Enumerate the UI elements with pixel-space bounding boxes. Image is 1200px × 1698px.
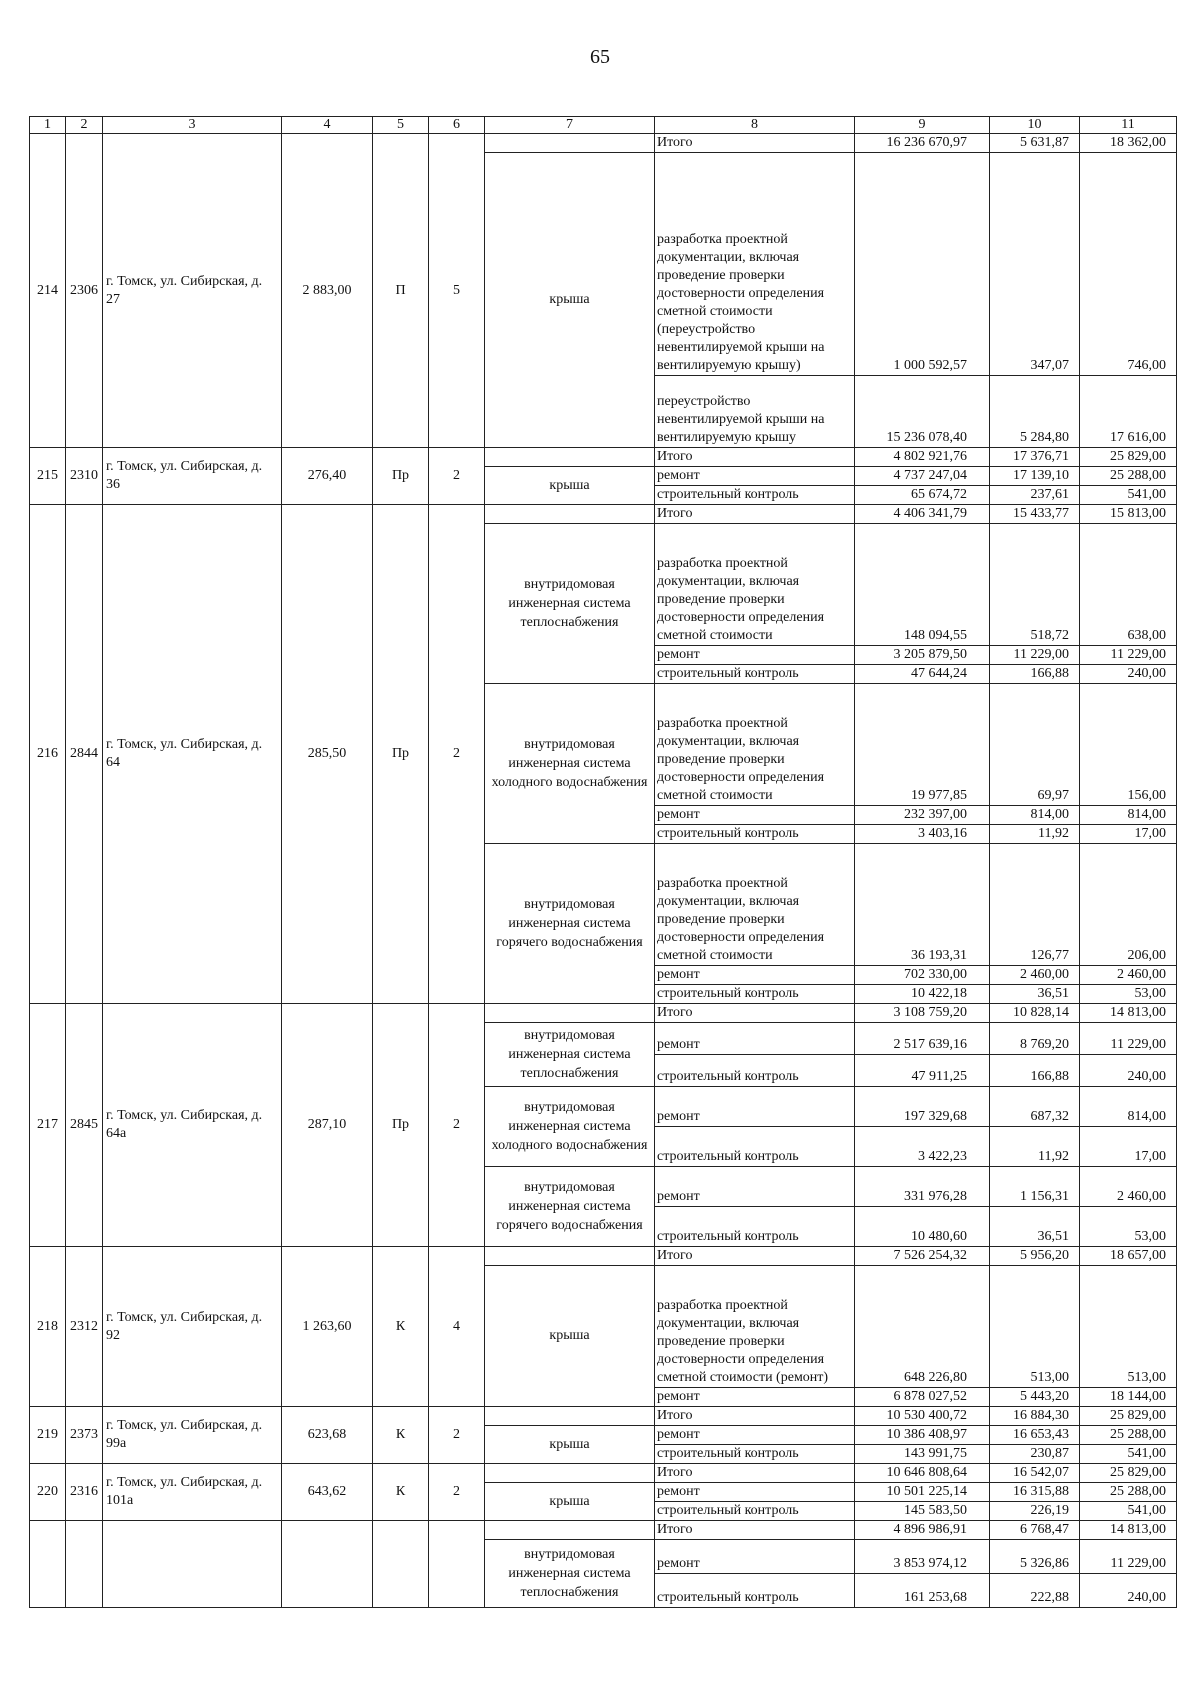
address: г. Томск, ул. Сибирская, д. 36 <box>103 448 282 505</box>
floors: 5 <box>429 134 485 448</box>
work-type: строительный контроль <box>655 1574 855 1608</box>
system-name: крыша <box>485 467 655 505</box>
cost-limit: 25 288,00 <box>1080 1483 1177 1502</box>
work-type: ремонт <box>655 1023 855 1055</box>
wall-type: Пр <box>373 1004 429 1247</box>
cost-limit: 2 460,00 <box>1080 966 1177 985</box>
cost-limit: 18 657,00 <box>1080 1247 1177 1266</box>
area: 285,50 <box>282 505 373 1004</box>
cost-limit: 814,00 <box>1080 1087 1177 1127</box>
cost-per-sqm: 230,87 <box>990 1445 1080 1464</box>
empty-cell <box>429 1521 485 1608</box>
cost-total: 1 000 592,57 <box>855 153 990 376</box>
cost-limit: 2 460,00 <box>1080 1167 1177 1207</box>
cost-total: 3 205 879,50 <box>855 646 990 665</box>
cost-per-sqm: 5 631,87 <box>990 134 1080 153</box>
cost-per-sqm: 226,19 <box>990 1502 1080 1521</box>
area: 643,62 <box>282 1464 373 1521</box>
system-name: внутридомовая инженерная система горячего водоснабжения <box>485 844 655 1004</box>
col-header: 6 <box>429 117 485 134</box>
cost-total: 4 802 921,76 <box>855 448 990 467</box>
row-number: 216 <box>30 505 66 1004</box>
house-code: 2306 <box>66 134 103 448</box>
col-header: 5 <box>373 117 429 134</box>
system-name: крыша <box>485 1426 655 1464</box>
cost-limit: 14 813,00 <box>1080 1004 1177 1023</box>
cost-total: 2 517 639,16 <box>855 1023 990 1055</box>
work-type: строительный контроль <box>655 665 855 684</box>
cost-total: 4 737 247,04 <box>855 467 990 486</box>
area: 287,10 <box>282 1004 373 1247</box>
area: 2 883,00 <box>282 134 373 448</box>
system-name: внутридомовая инженерная система теплоснабжения <box>485 1540 655 1608</box>
system-name: крыша <box>485 1266 655 1407</box>
empty-cell <box>485 1407 655 1426</box>
cost-per-sqm: 2 460,00 <box>990 966 1080 985</box>
col-header: 4 <box>282 117 373 134</box>
cost-limit: 746,00 <box>1080 153 1177 376</box>
work-type: разработка проектной документации, включая проведение проверки достоверности определения сметной стоимости <box>655 844 855 966</box>
header-row <box>30 117 1177 134</box>
address: г. Томск, ул. Сибирская, д. 27 <box>103 134 282 448</box>
cost-per-sqm: 814,00 <box>990 806 1080 825</box>
cost-total: 648 226,80 <box>855 1266 990 1388</box>
work-type: строительный контроль <box>655 1502 855 1521</box>
work-type: строительный контроль <box>655 825 855 844</box>
cost-per-sqm: 17 376,71 <box>990 448 1080 467</box>
cost-total: 145 583,50 <box>855 1502 990 1521</box>
cost-limit: 53,00 <box>1080 1207 1177 1247</box>
cost-per-sqm: 237,61 <box>990 486 1080 505</box>
col-header: 11 <box>1080 117 1177 134</box>
cost-per-sqm: 222,88 <box>990 1574 1080 1608</box>
cost-total: 197 329,68 <box>855 1087 990 1127</box>
system-name: внутридомовая инженерная система холодного водоснабжения <box>485 684 655 844</box>
cost-total: 143 991,75 <box>855 1445 990 1464</box>
cost-limit: 25 288,00 <box>1080 467 1177 486</box>
cost-per-sqm: 10 828,14 <box>990 1004 1080 1023</box>
area: 623,68 <box>282 1407 373 1464</box>
cost-limit: 17,00 <box>1080 825 1177 844</box>
work-type: Итого <box>655 1004 855 1023</box>
cost-per-sqm: 5 443,20 <box>990 1388 1080 1407</box>
cost-limit: 25 829,00 <box>1080 448 1177 467</box>
cost-limit: 541,00 <box>1080 1445 1177 1464</box>
col-header: 8 <box>655 117 855 134</box>
cost-limit: 11 229,00 <box>1080 1023 1177 1055</box>
floors: 4 <box>429 1247 485 1407</box>
cost-total: 161 253,68 <box>855 1574 990 1608</box>
cost-per-sqm: 15 433,77 <box>990 505 1080 524</box>
cost-total: 10 422,18 <box>855 985 990 1004</box>
cost-per-sqm: 36,51 <box>990 985 1080 1004</box>
work-type: строительный контроль <box>655 1445 855 1464</box>
cost-total: 232 397,00 <box>855 806 990 825</box>
row-number: 220 <box>30 1464 66 1521</box>
cost-total: 16 236 670,97 <box>855 134 990 153</box>
cost-per-sqm: 11,92 <box>990 825 1080 844</box>
row-number: 217 <box>30 1004 66 1247</box>
col-header: 7 <box>485 117 655 134</box>
cost-total: 702 330,00 <box>855 966 990 985</box>
cost-total: 148 094,55 <box>855 524 990 646</box>
cost-per-sqm: 16 315,88 <box>990 1483 1080 1502</box>
cost-limit: 206,00 <box>1080 844 1177 966</box>
work-type: Итого <box>655 505 855 524</box>
system-name: внутридомовая инженерная система теплоснабжения <box>485 524 655 684</box>
house-code: 2845 <box>66 1004 103 1247</box>
row-number: 218 <box>30 1247 66 1407</box>
system-name: внутридомовая инженерная система теплоснабжения <box>485 1023 655 1087</box>
empty-cell <box>66 1521 103 1608</box>
work-type: ремонт <box>655 646 855 665</box>
work-type: строительный контроль <box>655 985 855 1004</box>
work-type: ремонт <box>655 966 855 985</box>
floors: 2 <box>429 505 485 1004</box>
page-number: 65 <box>590 46 610 68</box>
cost-total: 3 403,16 <box>855 825 990 844</box>
cost-per-sqm: 11 229,00 <box>990 646 1080 665</box>
cost-per-sqm: 16 884,30 <box>990 1407 1080 1426</box>
empty-cell <box>30 1521 66 1608</box>
cost-total: 47 644,24 <box>855 665 990 684</box>
wall-type: Пр <box>373 505 429 1004</box>
cost-per-sqm: 5 956,20 <box>990 1247 1080 1266</box>
work-type: строительный контроль <box>655 1055 855 1087</box>
cost-per-sqm: 6 768,47 <box>990 1521 1080 1540</box>
repair-plan-table <box>29 116 1177 1608</box>
cost-limit: 11 229,00 <box>1080 646 1177 665</box>
address: г. Томск, ул. Сибирская, д. 64 <box>103 505 282 1004</box>
address: г. Томск, ул. Сибирская, д. 101а <box>103 1464 282 1521</box>
system-name: крыша <box>485 1483 655 1521</box>
cost-total: 47 911,25 <box>855 1055 990 1087</box>
cost-limit: 638,00 <box>1080 524 1177 646</box>
work-type: Итого <box>655 134 855 153</box>
cost-limit: 18 144,00 <box>1080 1388 1177 1407</box>
house-code: 2844 <box>66 505 103 1004</box>
cost-total: 10 386 408,97 <box>855 1426 990 1445</box>
cost-per-sqm: 5 284,80 <box>990 376 1080 448</box>
cost-limit: 541,00 <box>1080 486 1177 505</box>
cost-total: 10 480,60 <box>855 1207 990 1247</box>
cost-per-sqm: 11,92 <box>990 1127 1080 1167</box>
cost-per-sqm: 5 326,86 <box>990 1540 1080 1574</box>
area: 1 263,60 <box>282 1247 373 1407</box>
work-type: строительный контроль <box>655 1207 855 1247</box>
cost-per-sqm: 36,51 <box>990 1207 1080 1247</box>
cost-limit: 513,00 <box>1080 1266 1177 1388</box>
cost-limit: 11 229,00 <box>1080 1540 1177 1574</box>
cost-limit: 14 813,00 <box>1080 1521 1177 1540</box>
col-header: 2 <box>66 117 103 134</box>
empty-cell <box>485 1464 655 1483</box>
cost-limit: 25 829,00 <box>1080 1464 1177 1483</box>
work-type: разработка проектной документации, включая проведение проверки достоверности определения сметной стоимости (ремонт) <box>655 1266 855 1388</box>
work-type: Итого <box>655 1407 855 1426</box>
cost-limit: 814,00 <box>1080 806 1177 825</box>
work-type: ремонт <box>655 1540 855 1574</box>
row-number: 214 <box>30 134 66 448</box>
cost-total: 19 977,85 <box>855 684 990 806</box>
cost-per-sqm: 687,32 <box>990 1087 1080 1127</box>
wall-type: П <box>373 134 429 448</box>
cost-total: 3 108 759,20 <box>855 1004 990 1023</box>
cost-limit: 15 813,00 <box>1080 505 1177 524</box>
cost-per-sqm: 518,72 <box>990 524 1080 646</box>
cost-per-sqm: 166,88 <box>990 1055 1080 1087</box>
house-code: 2310 <box>66 448 103 505</box>
empty-cell <box>282 1521 373 1608</box>
cost-per-sqm: 166,88 <box>990 665 1080 684</box>
cost-per-sqm: 69,97 <box>990 684 1080 806</box>
work-type: Итого <box>655 448 855 467</box>
system-name: внутридомовая инженерная система холодного водоснабжения <box>485 1087 655 1167</box>
empty-cell <box>103 1521 282 1608</box>
cost-limit: 156,00 <box>1080 684 1177 806</box>
system-name: крыша <box>485 153 655 448</box>
address: г. Томск, ул. Сибирская, д. 64а <box>103 1004 282 1247</box>
work-type: ремонт <box>655 1087 855 1127</box>
empty-cell <box>485 134 655 153</box>
work-type: ремонт <box>655 1167 855 1207</box>
cost-per-sqm: 513,00 <box>990 1266 1080 1388</box>
cost-per-sqm: 1 156,31 <box>990 1167 1080 1207</box>
work-type: Итого <box>655 1521 855 1540</box>
cost-total: 3 853 974,12 <box>855 1540 990 1574</box>
address: г. Томск, ул. Сибирская, д. 92 <box>103 1247 282 1407</box>
cost-limit: 17,00 <box>1080 1127 1177 1167</box>
address: г. Томск, ул. Сибирская, д. 99а <box>103 1407 282 1464</box>
cost-limit: 17 616,00 <box>1080 376 1177 448</box>
cost-total: 4 896 986,91 <box>855 1521 990 1540</box>
table-row <box>30 448 1177 467</box>
cost-limit: 240,00 <box>1080 665 1177 684</box>
cost-per-sqm: 16 542,07 <box>990 1464 1080 1483</box>
table-row <box>30 1521 1177 1540</box>
empty-cell <box>485 1521 655 1540</box>
empty-cell <box>485 1004 655 1023</box>
row-number: 215 <box>30 448 66 505</box>
wall-type: К <box>373 1407 429 1464</box>
work-type: ремонт <box>655 1483 855 1502</box>
table-row <box>30 134 1177 153</box>
cost-per-sqm: 347,07 <box>990 153 1080 376</box>
work-type: ремонт <box>655 1426 855 1445</box>
work-type: разработка проектной документации, включая проведение проверки достоверности определения сметной стоимости (переустройство невентилируемой крыши на вентилируемую крышу) <box>655 153 855 376</box>
system-name: внутридомовая инженерная система горячего водоснабжения <box>485 1167 655 1247</box>
col-header: 9 <box>855 117 990 134</box>
work-type: переустройство невентилируемой крыши на вентилируемую крышу <box>655 376 855 448</box>
table-row <box>30 505 1177 524</box>
work-type: ремонт <box>655 1388 855 1407</box>
work-type: разработка проектной документации, включая проведение проверки достоверности определения сметной стоимости <box>655 524 855 646</box>
cost-total: 65 674,72 <box>855 486 990 505</box>
col-header: 1 <box>30 117 66 134</box>
cost-per-sqm: 16 653,43 <box>990 1426 1080 1445</box>
house-code: 2373 <box>66 1407 103 1464</box>
cost-total: 10 501 225,14 <box>855 1483 990 1502</box>
cost-limit: 18 362,00 <box>1080 134 1177 153</box>
col-header: 10 <box>990 117 1080 134</box>
cost-total: 10 646 808,64 <box>855 1464 990 1483</box>
work-type: строительный контроль <box>655 1127 855 1167</box>
wall-type: К <box>373 1464 429 1521</box>
cost-limit: 53,00 <box>1080 985 1177 1004</box>
cost-total: 4 406 341,79 <box>855 505 990 524</box>
cost-per-sqm: 8 769,20 <box>990 1023 1080 1055</box>
wall-type: Пр <box>373 448 429 505</box>
cost-total: 36 193,31 <box>855 844 990 966</box>
cost-total: 7 526 254,32 <box>855 1247 990 1266</box>
work-type: разработка проектной документации, включая проведение проверки достоверности определения сметной стоимости <box>655 684 855 806</box>
work-type: ремонт <box>655 806 855 825</box>
empty-cell <box>485 505 655 524</box>
cost-total: 15 236 078,40 <box>855 376 990 448</box>
cost-limit: 240,00 <box>1080 1055 1177 1087</box>
empty-cell <box>485 448 655 467</box>
cost-total: 10 530 400,72 <box>855 1407 990 1426</box>
floors: 2 <box>429 448 485 505</box>
wall-type: К <box>373 1247 429 1407</box>
cost-total: 331 976,28 <box>855 1167 990 1207</box>
col-header: 3 <box>103 117 282 134</box>
house-code: 2316 <box>66 1464 103 1521</box>
work-type: Итого <box>655 1464 855 1483</box>
work-type: ремонт <box>655 467 855 486</box>
table-row <box>30 1464 1177 1483</box>
cost-limit: 541,00 <box>1080 1502 1177 1521</box>
table-row <box>30 1407 1177 1426</box>
cost-total: 6 878 027,52 <box>855 1388 990 1407</box>
cost-per-sqm: 17 139,10 <box>990 467 1080 486</box>
table-row <box>30 1004 1177 1023</box>
floors: 2 <box>429 1004 485 1247</box>
table-row <box>30 1247 1177 1266</box>
empty-cell <box>485 1247 655 1266</box>
cost-limit: 25 829,00 <box>1080 1407 1177 1426</box>
work-type: Итого <box>655 1247 855 1266</box>
cost-total: 3 422,23 <box>855 1127 990 1167</box>
empty-cell <box>373 1521 429 1608</box>
work-type: строительный контроль <box>655 486 855 505</box>
cost-per-sqm: 126,77 <box>990 844 1080 966</box>
floors: 2 <box>429 1464 485 1521</box>
area: 276,40 <box>282 448 373 505</box>
house-code: 2312 <box>66 1247 103 1407</box>
floors: 2 <box>429 1407 485 1464</box>
row-number: 219 <box>30 1407 66 1464</box>
cost-limit: 25 288,00 <box>1080 1426 1177 1445</box>
cost-limit: 240,00 <box>1080 1574 1177 1608</box>
